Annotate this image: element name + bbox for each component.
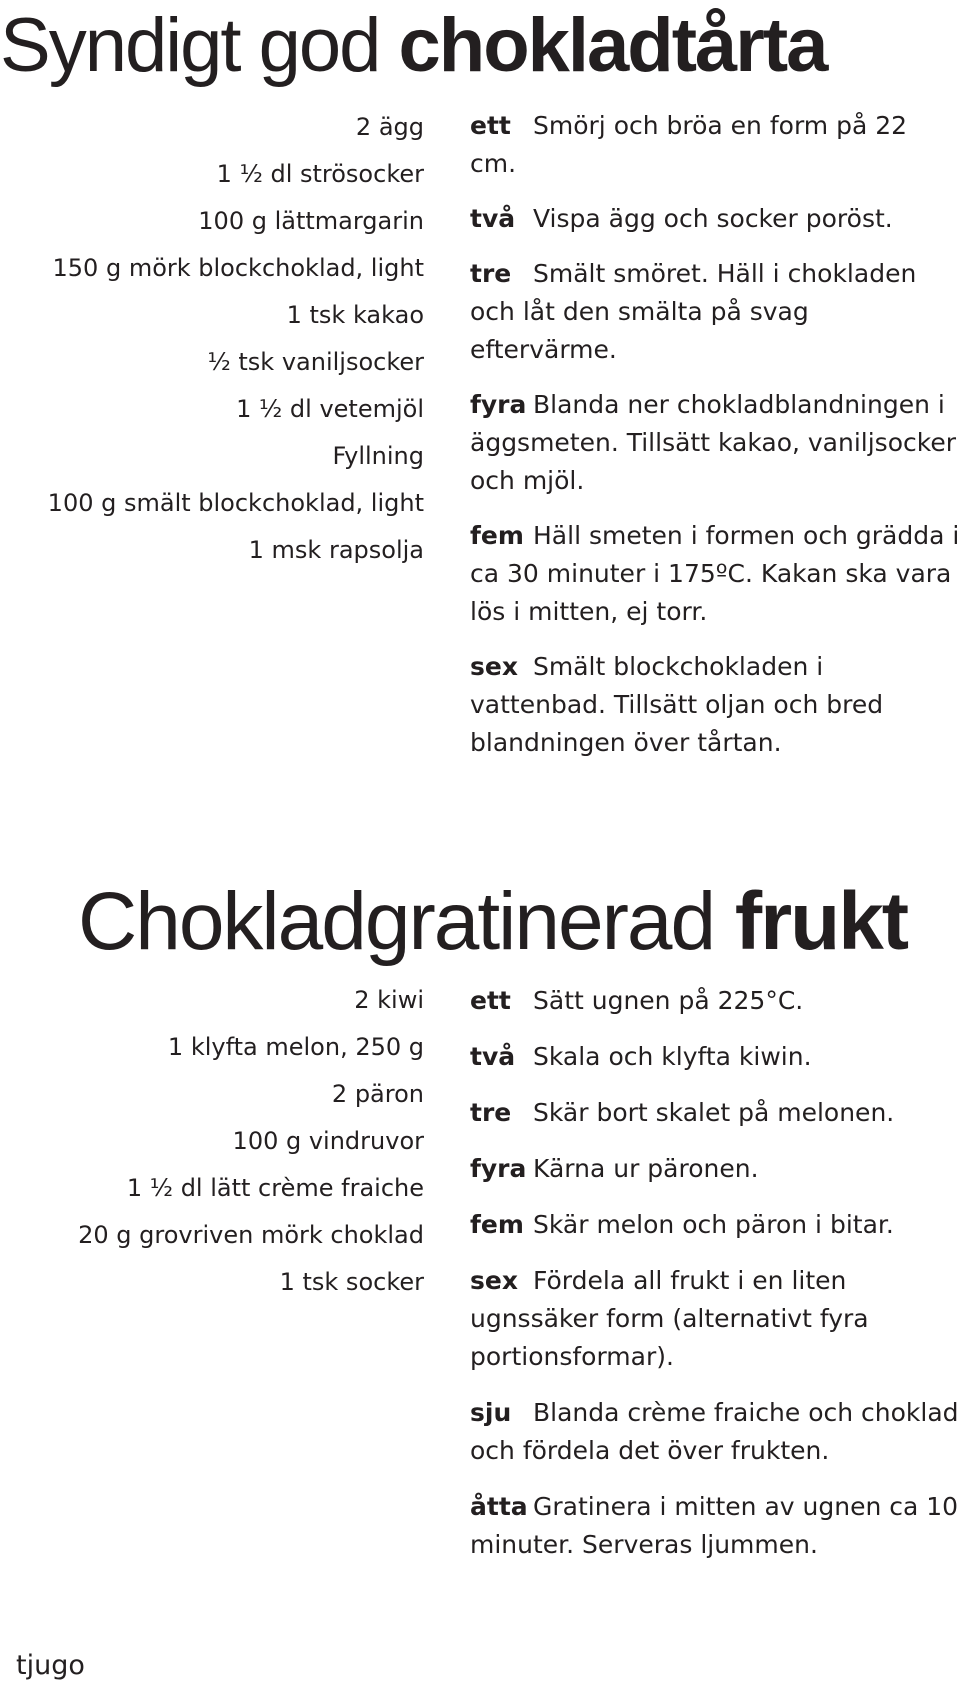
step-number: sex	[470, 1266, 518, 1295]
step	[470, 982, 960, 1020]
step	[470, 1206, 960, 1244]
recipe2-ingredients	[0, 977, 424, 1306]
recipe1-steps	[470, 107, 960, 779]
step-number: fem	[470, 1210, 524, 1239]
recipe2-title-bold: frukt	[734, 876, 908, 967]
ingredient: 100 g lättmargarin	[198, 207, 424, 235]
step-text: Häll smeten i formen och grädda i ca 30 minuter i 175ºC. Kakan ska vara lös i mitten, ej torr.	[470, 521, 960, 626]
recipe2-title	[78, 872, 960, 972]
ingredient: 1 klyfta melon, 250 g	[167, 1033, 424, 1061]
step	[470, 107, 960, 183]
step	[470, 255, 960, 369]
ingredient: 1 ½ dl strösocker	[216, 160, 424, 188]
step-text: Skär bort skalet på melonen.	[533, 1098, 895, 1127]
step-text: Blanda crème fraiche och choklad och fördela det över frukten.	[470, 1398, 959, 1465]
page-number: tjugo	[16, 1650, 85, 1681]
step	[470, 648, 960, 762]
step	[470, 1488, 960, 1564]
step-number: sex	[470, 652, 518, 681]
recipe1-title	[0, 0, 960, 92]
step-number: ett	[470, 986, 511, 1015]
step-text: Vispa ägg och socker poröst.	[533, 204, 893, 233]
step	[470, 1262, 960, 1376]
step-text: Sätt ugnen på 225°C.	[533, 986, 804, 1015]
step-number: fyra	[470, 390, 527, 419]
recipe2-title-light: Chokladgratinerad	[78, 876, 735, 967]
step	[470, 386, 960, 500]
step-text: Smörj och bröa en form på 22 cm.	[470, 111, 908, 178]
step-text: Kärna ur päronen.	[533, 1154, 759, 1183]
step-text: Gratinera i mitten av ugnen ca 10 minuter. Serveras ljummen.	[470, 1492, 959, 1559]
filling-heading: Fyllning	[332, 442, 424, 470]
ingredient: 1 ½ dl lätt crème fraiche	[126, 1174, 424, 1202]
ingredient: 2 ägg	[355, 113, 424, 141]
step	[470, 1094, 960, 1132]
ingredient: 1 tsk kakao	[286, 301, 424, 329]
step-text: Skär melon och päron i bitar.	[533, 1210, 894, 1239]
step-text: Smält smöret. Häll i chokladen och låt den smälta på svag eftervärme.	[470, 259, 917, 364]
ingredient: 1 tsk socker	[279, 1268, 424, 1296]
step-number: fyra	[470, 1154, 527, 1183]
ingredient: 100 g smält blockchoklad, light	[47, 489, 424, 517]
step-number: två	[470, 204, 516, 233]
step-number: tre	[470, 1098, 512, 1127]
step-text: Skala och klyfta kiwin.	[533, 1042, 812, 1071]
step-number: tre	[470, 259, 512, 288]
ingredient: 1 msk rapsolja	[248, 536, 424, 564]
step	[470, 1038, 960, 1076]
ingredient: ½ tsk vaniljsocker	[207, 348, 424, 376]
step-number: åtta	[470, 1492, 528, 1521]
ingredient: 100 g vindruvor	[232, 1127, 424, 1155]
ingredient: 2 kiwi	[354, 986, 424, 1014]
step	[470, 1394, 960, 1470]
ingredient: 20 g grovriven mörk choklad	[78, 1221, 424, 1249]
step-number: ett	[470, 111, 511, 140]
recipe1-title-bold: chokladtårta	[398, 3, 827, 88]
step	[470, 200, 960, 238]
step-number: sju	[470, 1398, 512, 1427]
recipe1-title-light: Syndigt god	[0, 3, 399, 88]
ingredient: 150 g mörk blockchoklad, light	[52, 254, 424, 282]
recipe2-steps	[470, 982, 960, 1582]
ingredient: 2 päron	[331, 1080, 424, 1108]
step-text: Blanda ner chokladblandningen i äggsmeten. Tillsätt kakao, vaniljsocker och mjöl.	[470, 390, 956, 495]
ingredient: 1 ½ dl vetemjöl	[236, 395, 424, 423]
step-text: Fördela all frukt i en liten ugnssäker form (alternativt fyra portionsformar).	[470, 1266, 869, 1371]
step-text: Smält blockchokladen i vattenbad. Tillsätt oljan och bred blandningen över tårtan.	[470, 652, 884, 757]
step	[470, 517, 960, 631]
step-number: fem	[470, 521, 524, 550]
step-number: två	[470, 1042, 516, 1071]
step	[470, 1150, 960, 1188]
recipe1-ingredients	[0, 104, 424, 574]
